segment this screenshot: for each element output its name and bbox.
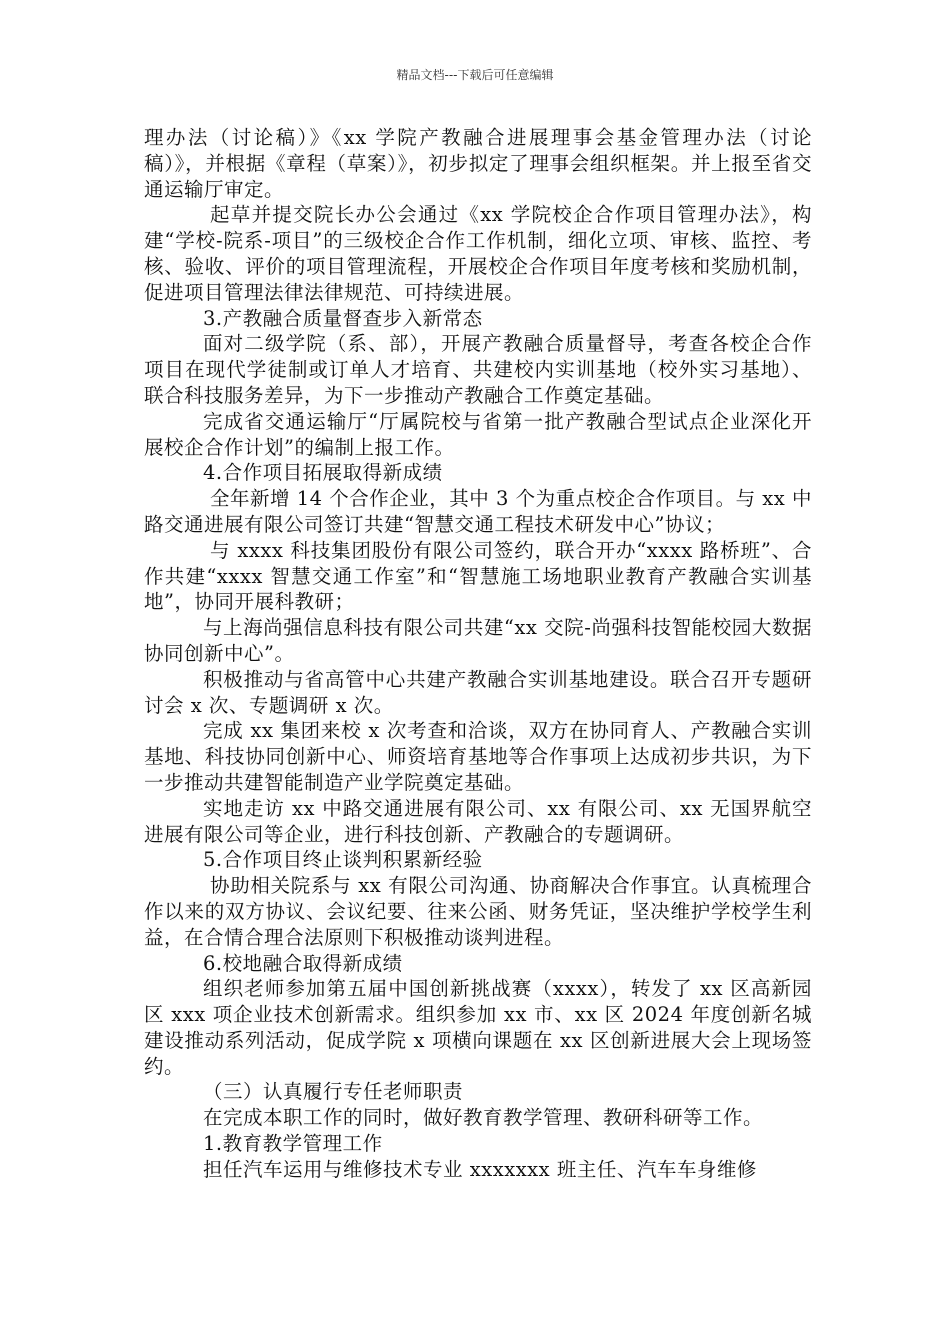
paragraph: 完成 xx 集团来校 x 次考查和洽谈，双方在协同育人、产教融合实训基地、科技协同创新中心、师资培育基地等合作事项上达成初步共识，为下一步推动共建智能制造产业学院奠定基础。 [144,719,812,794]
paragraph: 起草并提交院长办公会通过《xx 学院校企合作项目管理办法》，构建“学校-院系-项目”的三级校企合作工作机制，细化立项、审核、监控、考核、验收、评价的项目管理流程，开展校企合作项目年度考核和奖励机制，促进项目管理法律法律规范、可持续进展。 [144,203,812,304]
paragraph: 理办法（讨论稿）》《xx 学院产教融合进展理事会基金管理办法（讨论稿）》，并根据《章程（草案）》，初步拟定了理事会组织框架。并上报至省交通运输厅审定。 [144,126,812,201]
paragraph: （三）认真履行专任老师职责 [203,1080,464,1104]
paragraph: 完成省交通运输厅“厅属院校与省第一批产教融合型试点企业深化开展校企合作计划”的编制上报工作。 [144,409,812,459]
paragraph: 与 xxxx 科技集团股份有限公司签约，联合开办“xxxx 路桥班”、合作共建“xxxx 智慧交通工作室”和“智慧施工场地职业教育产教融合实训基地”，协同开展科教研； [144,538,812,614]
paragraph: 4.合作项目拓展取得新成绩 [203,461,443,485]
paragraph: 5.合作项目终止谈判积累新经验 [203,848,483,872]
paragraph: 6.校地融合取得新成绩 [203,951,403,975]
paragraph: 担任汽车运用与维修技术专业 xxxxxxx 班主任、汽车车身维修 [203,1157,757,1181]
paragraph: 在完成本职工作的同时，做好教育教学管理、教研科研等工作。 [203,1106,764,1130]
paragraph: 实地走访 xx 中路交通进展有限公司、xx 有限公司、xx 无国界航空进展有限公司等企业，进行科技创新、产教融合的专题调研。 [144,796,812,846]
paragraph: 全年新增 14 个合作企业，其中 3 个为重点校企合作项目。与 xx 中路交通进展有限公司签订共建“智慧交通工程技术研发中心”协议； [144,487,812,536]
paragraph: 组织老师参加第五届中国创新挑战赛（xxxx），转发了 xx 区高新园区 xxx 项企业技术创新需求。组织参加 xx 市、xx 区 2024 年度创新名城建设推动系列活动，促成学院 x 项横向课题在 xx 区创新进展大会上现场签约。 [144,977,812,1078]
paragraph: 协助相关院系与 xx 有限公司沟通、协商解决合作事宜。认真梳理合作以来的双方协议、会议纪要、往来公函、财务凭证，坚决维护学校学生利益，在合情合理合法原则下积极推动谈判进程。 [144,874,812,949]
paragraph: 面对二级学院（系、部），开展产教融合质量督导，考查各校企合作项目在现代学徒制或订单人才培育、共建校内实训基地（校外实习基地）、联合科技服务差异，为下一步推动产教融合工作奠定基础。 [144,332,812,407]
page-header: 精品文档---下载后可任意编辑 [396,68,554,82]
paragraph: 与上海尚强信息科技有限公司共建“xx 交院-尚强科技智能校园大数据协同创新中心”。 [144,616,812,665]
paragraph: 积极推动与省高管中心共建产教融合实训基地建设。联合召开专题研讨会 x 次、专题调研 x 次。 [144,667,812,717]
paragraph: 1.教育教学管理工作 [203,1132,383,1156]
paragraph: 3.产教融合质量督查步入新常态 [203,306,483,330]
document-body [144,125,812,1183]
